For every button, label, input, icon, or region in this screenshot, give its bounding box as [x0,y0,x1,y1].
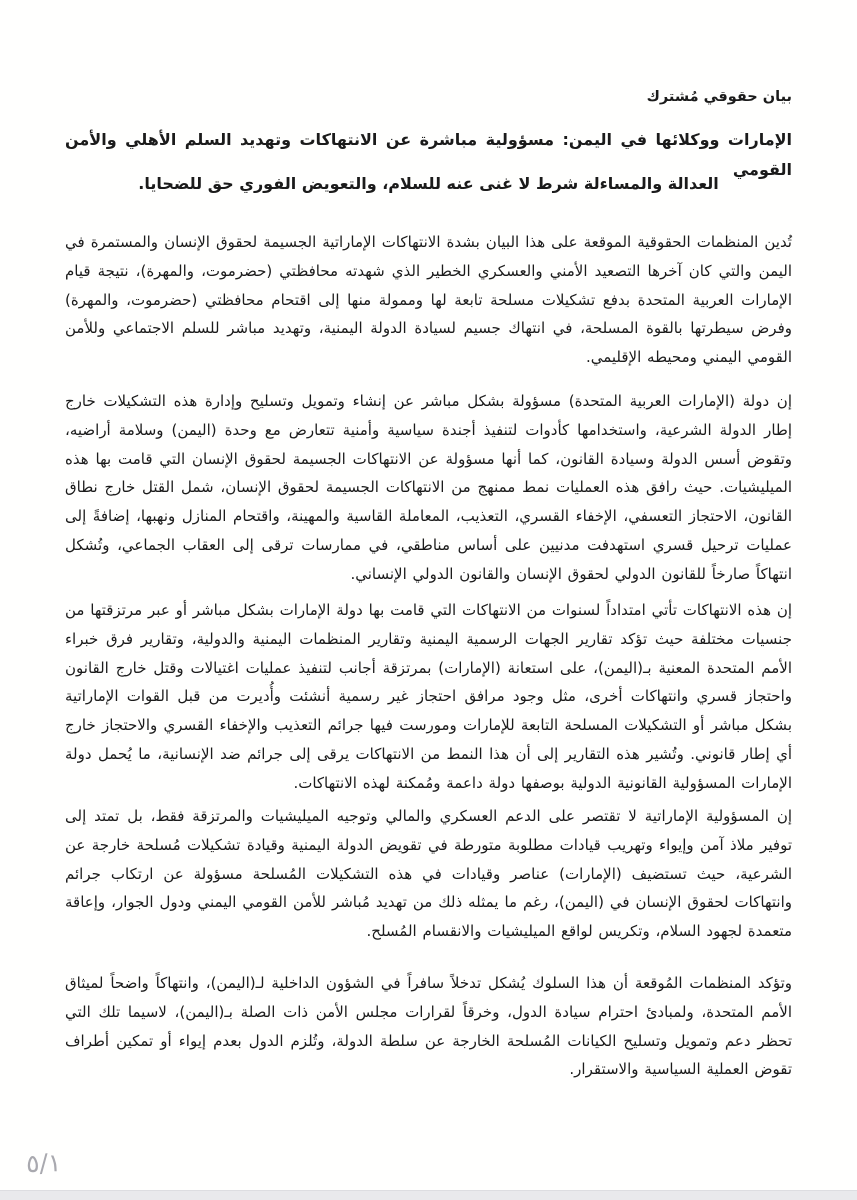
paragraph-condemnation: تُدين المنظمات الحقوقية الموقعة على هذا البيان بشدة الانتهاكات الإماراتية الجسيمة لحقوق الإنسان والمستمرة في اليمن والتي كان آخرها التصعيد الأمني والعسكري الخطير الذي شهدته محافظتي (حضرموت، والمهرة)، نتيجة قيام الإمارات العربية المتحدة بدفع تشكيلات مسلحة تابعة لها وممولة منها إلى اقتحام محافظتي (حضرموت، والمهرة) وفرض سيطرتها بالقوة المسلحة، في انتهاك جسيم لسيادة الدولة اليمنية، وتهديد مباشر للسلم الاجتماعي وللأمن القومي اليمني ومحيطه الإقليمي. [65,233,792,367]
paragraph-uae-responsibility: إن دولة (الإمارات العربية المتحدة) مسؤولة بشكل مباشر عن إنشاء وتمويل وتسليح وإدارة هذه التشكيلات خارج إطار الدولة الشرعية، واستخدامها كأدوات لتنفيذ أجندة سياسية وأمنية تتعارض مع وحدة (اليمن) وسلامة أراضيه، وتقوض أسس الدولة وسيادة القانون، كما أنها مسؤولة عن الانتهاكات الجسيمة لحقوق الإنسان التي قامت بها هذه الميليشيات. حيث رافق هذه العمليات نمط ممنهج من الانتهاكات الجسيمة لحقوق الإنسان، شمل القتل خارج نطاق القانون، الاحتجاز التعسفي، الإخفاء القسري، التعذيب، المعاملة القاسية والمهينة، واقتحام المنازل ونهبها، إضافةً إلى عمليات ترحيل قسري استهدفت مدنيين على أساس مناطقي، في ممارسات ترقى إلى العقاب الجماعي، وتُشكل انتهاكاً صارخاً للقانون الدولي لحقوق الإنسان والقانون الدولي الإنساني. [65,392,792,583]
statement-headline: الإمارات ووكلائها في اليمن: مسؤولية مباشرة عن الانتهاكات وتهديد السلم الأهلي والأمن القومي [65,130,792,179]
page-number: ٥/١ [25,1147,62,1179]
paragraph-violations-history: إن هذه الانتهاكات تأتي امتداداً لسنوات من الانتهاكات التي قامت بها دولة الإمارات بشكل مباشر أو عبر مرتزقتها من جنسيات مختلفة حيث تؤكد تقارير الجهات الرسمية اليمنية وتقارير المنظمات اليمنية والدولية، وتقارير فرق خبراء الأمم المتحدة المعنية بـ(اليمن)، على استعانة (الإمارات) بمرتزقة أجانب لتنفيذ عمليات اغتيالات وقتل خارج القانون واحتجاز قسري وانتهاكات أخرى، مثل وجود مرافق احتجاز غير رسمية أنشئت وأُديرت من قبل القوات الإماراتية بشكل مباشر أو التشكيلات المسلحة التابعة للإمارات ومورست فيها جرائم التعذيب والإخفاء القسري والاحتجاز خارج أي إطار قانوني. وتُشير هذه التقارير إلى أن هذا النمط من الانتهاكات يرقى إلى جرائم ضد الإنسانية، ما يُحمل دولة الإمارات المسؤولية القانونية الدولية بوصفها دولة داعمة ومُمكنة لهذه الانتهاكات. [65,601,792,792]
paragraph-un-charter-breach: وتؤكد المنظمات المُوقعة أن هذا السلوك يُشكل تدخلاً سافراً في الشؤون الداخلية لـ(اليمن)، وانتهاكاً واضحاً لميثاق الأمم المتحدة، ولمبادئ احترام سيادة الدول، وخرقاً لقرارات مجلس الأمن ذات الصلة بـ(اليمن)، لاسيما تلك التي تحظر دعم وتمويل وتسليح الكيانات المُسلحة الخارجة عن سلطة الدولة، وتُلزم الدول بعدم إيواء أو تمكين أطراف تقوض العملية السياسية والاستقرار. [65,974,792,1079]
statement-type-label: بيان حقوقي مُشترك [646,89,792,105]
statement-subheadline: العدالة والمساءلة شرط لا غنى عنه للسلام، والتعويض الفوري حق للضحايا. [138,174,719,193]
paragraph-harboring-leaders: إن المسؤولية الإماراتية لا تقتصر على الدعم العسكري والمالي وتوجيه الميليشيات والمرتزقة فقط، بل تمتد إلى توفير ملاذ آمن وإيواء وتهريب قيادات مطلوبة متورطة في تقويض الدولة اليمنية وقيادة تشكيلات مُسلحة خارجة عن الشرعية، حيث تستضيف (الإمارات) عناصر وقيادات في هذه التشكيلات المُسلحة مسؤولة عن ارتكاب جرائم وانتهاكات لحقوق الإنسان في (اليمن)، رغم ما يمثله ذلك من تهديد مُباشر للأمن القومي اليمني ودول الجوار، وإعاقة متعمدة لجهود السلام، وتكريس لواقع الميليشيات والانقسام المُسلح. [65,807,792,941]
scan-edge-strip [0,1190,857,1200]
